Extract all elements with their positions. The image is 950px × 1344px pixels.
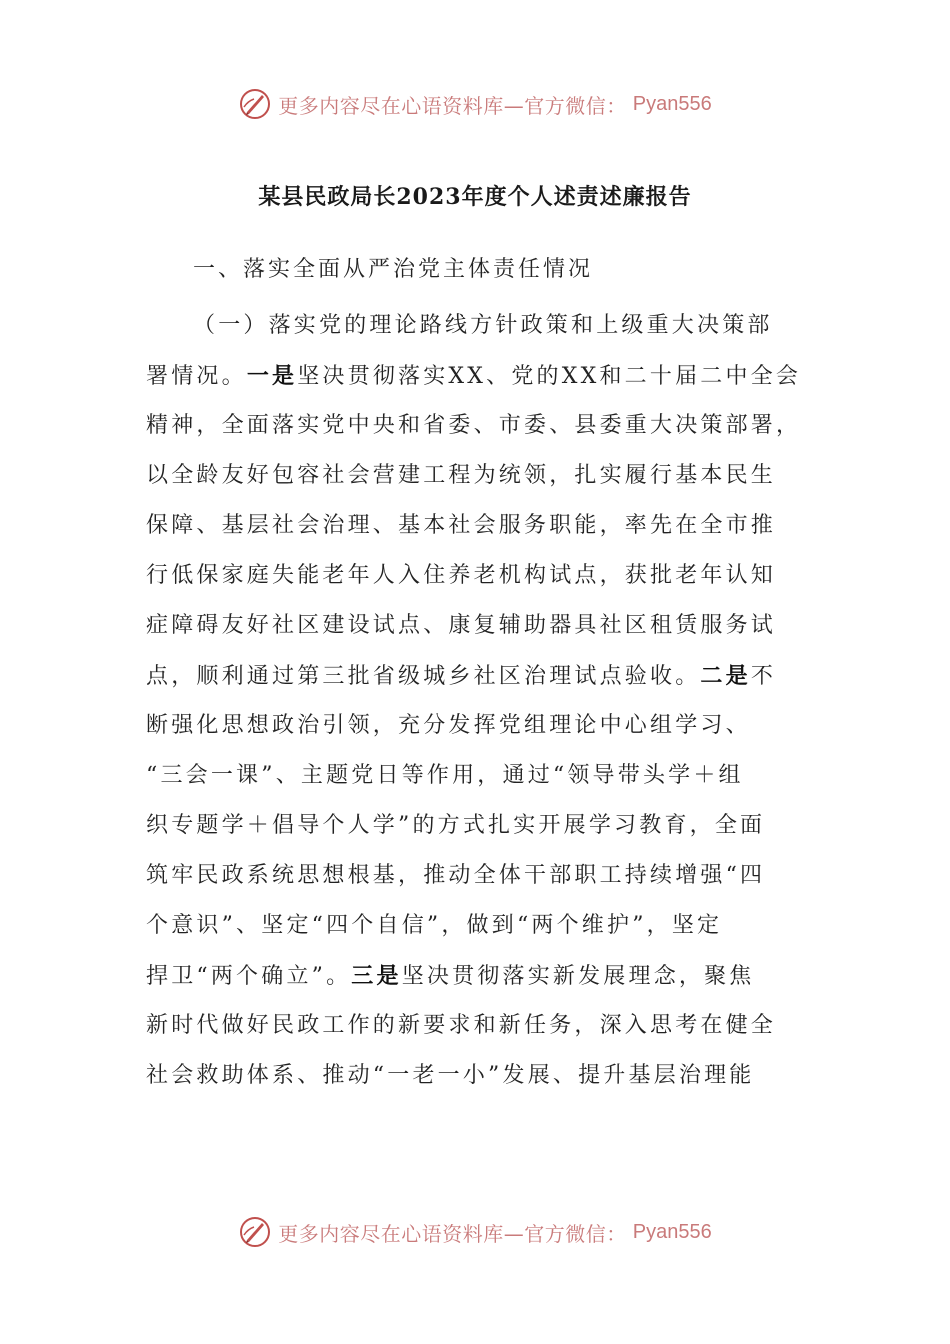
watermark-header bbox=[0, 84, 950, 124]
body-line: 行低保家庭失能老年人入住养老机构试点，获批老年认知 bbox=[146, 563, 777, 588]
watermark-text: 更多内容尽在心语资料库—官方微信： bbox=[278, 93, 627, 118]
section-heading: 一、落实全面从严治党主体责任情况 bbox=[193, 257, 594, 282]
body-line: 保障、基层社会治理、基本社会服务职能，率先在全市推 bbox=[146, 513, 777, 538]
body-line: “三会一课”、主题党日等作用，通过“领导带头学＋组 bbox=[146, 763, 744, 788]
body-line: 社会救助体系、推动“一老一小”发展、提升基层治理能 bbox=[146, 1063, 755, 1088]
document-title: 某县民政局长2023年度个人述责述廉报告 bbox=[258, 184, 692, 210]
body-line: 捍卫“两个确立”。三是坚决贯彻落实新发展理念，聚焦 bbox=[146, 963, 755, 989]
emphasis-marker: 二是 bbox=[700, 663, 751, 689]
body-line: 精神，全面落实党中央和省委、市委、县委重大决策部署， bbox=[146, 413, 802, 438]
body-line: 筑牢民政系统思想根基，推动全体干部职工持续增强“四 bbox=[146, 863, 766, 888]
watermark-footer bbox=[0, 1212, 950, 1252]
document-body bbox=[146, 301, 804, 1101]
body-line: 新时代做好民政工作的新要求和新任务，深入思考在健全 bbox=[146, 1013, 777, 1038]
quill-logo-icon bbox=[238, 1215, 272, 1249]
body-line: 织专题学＋倡导个人学”的方式扎实开展学习教育，全面 bbox=[146, 813, 766, 838]
body-line: 症障碍友好社区建设试点、康复辅助器具社区租赁服务试 bbox=[146, 613, 777, 638]
body-line: 以全龄友好包容社会营建工程为统领，扎实履行基本民生 bbox=[146, 463, 777, 488]
body-line: 署情况。一是坚决贯彻落实XX、党的XX和二十届二中全会 bbox=[146, 363, 802, 389]
watermark-wechat-id: Pyan556 bbox=[632, 92, 712, 115]
watermark-text: 更多内容尽在心语资料库—官方微信： bbox=[278, 1221, 627, 1246]
quill-logo-icon bbox=[238, 87, 272, 121]
body-line: 点，顺利通过第三批省级城乡社区治理试点验收。二是不 bbox=[146, 663, 777, 689]
body-line: （一）落实党的理论路线方针政策和上级重大决策部 bbox=[193, 313, 773, 338]
emphasis-marker: 三是 bbox=[351, 963, 402, 989]
watermark-wechat-id: Pyan556 bbox=[632, 1220, 712, 1243]
emphasis-marker: 一是 bbox=[246, 363, 298, 389]
body-line: 个意识”、坚定“四个自信”，做到“两个维护”，坚定 bbox=[146, 913, 723, 938]
body-line: 断强化思想政治引领，充分发挥党组理论中心组学习、 bbox=[146, 713, 751, 738]
